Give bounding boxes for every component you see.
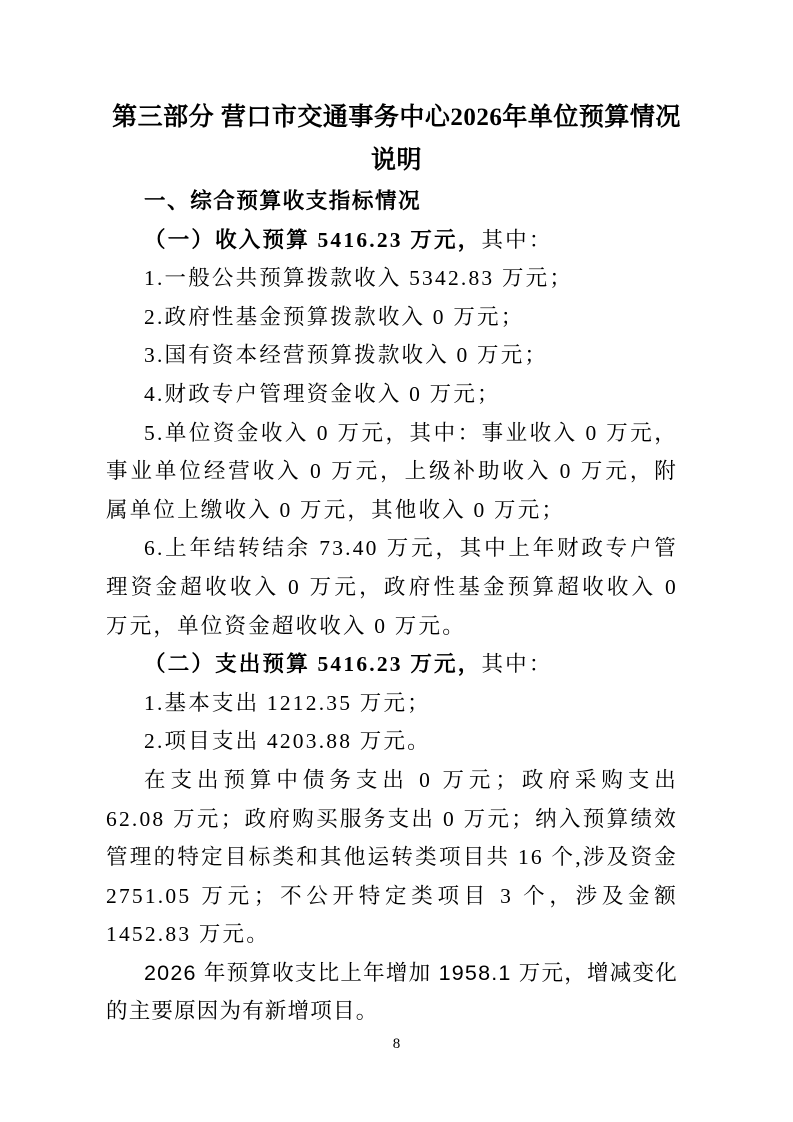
expense-lead-tail: 其中： [481, 652, 553, 677]
document-title [0, 96, 793, 182]
document-body [106, 182, 678, 1031]
income-item-4: 4.财政专户管理资金收入 0 万元； [144, 381, 501, 406]
document-title-line1: 第三部分 营口市交通事务中心2026年单位预算情况 [112, 104, 681, 131]
page-number: 8 [392, 1036, 401, 1052]
expense-item-2: 2.项目支出 4203.88 万元。 [144, 729, 431, 754]
income-lead-bold: （一）收入预算 5416.23 万元， [144, 227, 482, 252]
income-item-3: 3.国有资本经营预算拨款收入 0 万元； [144, 343, 549, 368]
document-title-line2: 说明 [370, 147, 422, 174]
expense-lead-paragraph [106, 645, 678, 684]
income-item-2: 2.政府性基金预算拨款收入 0 万元； [144, 304, 525, 329]
income-item-6: 6.上年结转结余 73.40 万元，其中上年财政专户管理资金超收收入 0 万元，政府性基金预算超收收入 0 万元，单位资金超收收入 0 万元。 [106, 536, 678, 638]
expense-lead-bold: （二）支出预算 5416.23 万元， [144, 652, 482, 677]
expense-detail-paragraph: 在支出预算中债务支出 0 万元；政府采购支出 62.08 万元；政府购买服务支出 0 万元；纳入预算绩效管理的特定目标类和其他运转类项目共 16 个,涉及资金 2751.05 万元；不公开特定类项目 3 个，涉及金额 1452.83 万元。 [106, 767, 678, 947]
income-item-1: 1.一般公共预算拨款收入 5342.83 万元； [144, 266, 574, 291]
expense-item-1: 1.基本支出 1212.35 万元； [144, 690, 431, 715]
income-item-5: 5.单位资金收入 0 万元，其中：事业收入 0 万元，事业单位经营收入 0 万元，上级补助收入 0 万元，附属单位上缴收入 0 万元，其他收入 0 万元； [106, 420, 678, 522]
income-lead-paragraph [106, 221, 678, 260]
section-heading-overview: 一、综合预算收支指标情况 [144, 189, 422, 213]
income-lead-tail: 其中： [481, 227, 553, 252]
yoy-change-paragraph: 2026 年预算收支比上年增加 1958.1 万元，增减变化的主要原因为有新增项目。 [106, 960, 678, 1024]
